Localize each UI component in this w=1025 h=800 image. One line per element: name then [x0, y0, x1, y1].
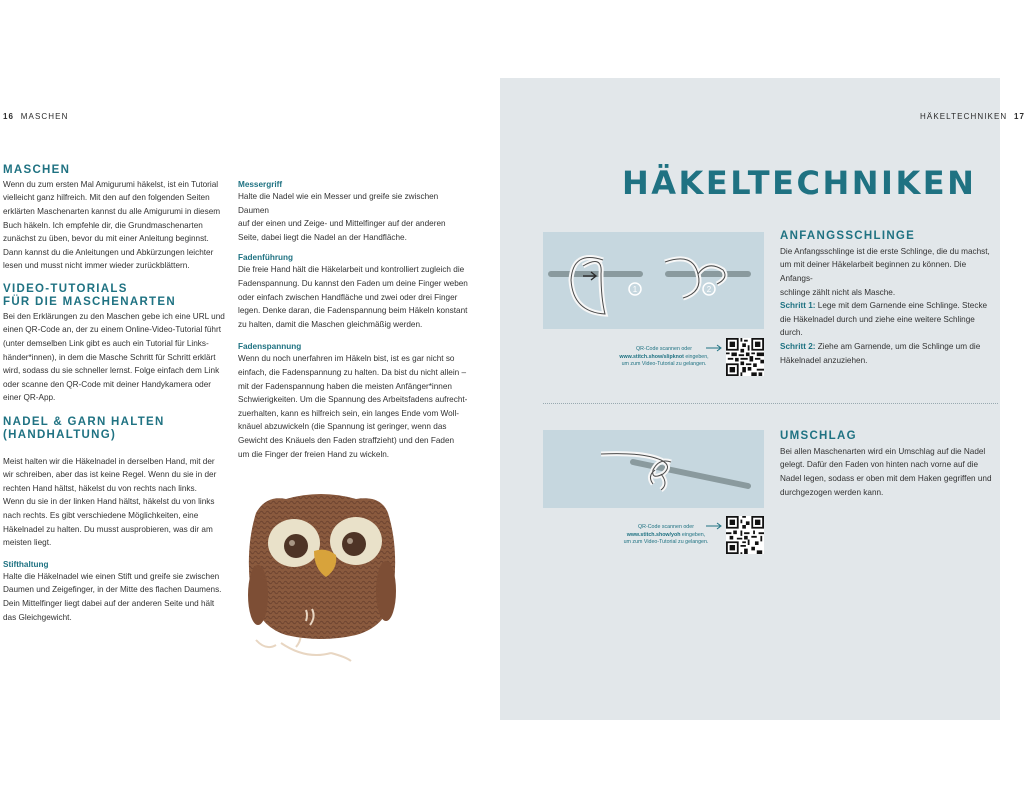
qr-code-slipknot-icon[interactable]	[726, 338, 764, 376]
text-line: meisten liegt.	[3, 538, 52, 548]
heading-line: VIDEO-TUTORIALS	[3, 283, 128, 296]
nadel-garn-heading	[3, 416, 231, 442]
messergriff-heading: Messergriff	[238, 180, 283, 189]
left-running-title: MASCHEN	[20, 112, 69, 121]
section-divider	[543, 403, 998, 404]
text-line: das Gleichgewicht.	[3, 612, 72, 622]
text-line: legen. Denke daran, die Fadenspannung beim Häkeln konstant	[238, 306, 468, 316]
stifthaltung-text	[3, 570, 231, 624]
qr-caption-suffix: eingeben,	[680, 531, 706, 538]
qr-url-slipknot[interactable]: www.stitch.show/slipknot	[619, 353, 684, 360]
step-2-label: Schritt 2:	[780, 342, 816, 352]
yarn-over-drawing	[543, 430, 764, 508]
text-line: um mit deiner Häkelarbeit beginnen zu können. Die Anfangs-	[780, 260, 967, 284]
step-1-text: Lege mit dem Garnende eine Schlinge. Stecke	[815, 301, 988, 311]
text-line: Die Anfangsschlinge ist die erste Schlinge, die du machst,	[780, 246, 990, 256]
text-line: Buch häkeln. Ich empfehle dir, die Grundmaschenarten	[3, 220, 203, 230]
heading-line: (HANDHALTUNG)	[3, 428, 117, 441]
slipknot-steps-drawing	[543, 232, 764, 329]
qr-caption-slipknot	[612, 346, 716, 369]
qr-caption-line	[614, 532, 718, 540]
step-2-text: Ziehe am Garnende, um die Schlinge um die	[815, 342, 981, 352]
video-tutorials-heading	[3, 283, 231, 309]
anfangsschlinge-heading: ANFANGSSCHLINGE	[780, 230, 916, 242]
left-running-head	[3, 112, 68, 121]
text-line: wir schreiben, aber das ist keine Regel. Wenn du sie in der	[3, 470, 217, 480]
text-line: händer*innen), in dem die Masche Schritt für Schritt erklärt	[3, 352, 216, 362]
umschlag-heading: UMSCHLAG	[780, 430, 857, 442]
maschen-heading: MASCHEN	[3, 164, 71, 176]
fadenspannung-text	[238, 352, 470, 461]
text-line: oder einfach zwischen Handfläche und zwei oder drei Finger	[238, 292, 458, 302]
text-line: um die Finger der freien Hand zu wickeln.	[238, 449, 390, 459]
text-line: auf der einen und Zeige- und Mittelfinger auf der anderen	[238, 219, 446, 229]
qr-caption-line: QR-Code scannen oder	[636, 346, 692, 352]
step-1-label: Schritt 1:	[780, 301, 816, 311]
text-line: erklärten Maschenarten kannst du alle Amigurumi in diesem	[3, 207, 221, 217]
qr-caption-line	[612, 354, 716, 362]
text-line: Die freie Hand hält die Häkelarbeit und kontrolliert zugleich die	[238, 265, 465, 275]
right-running-head	[920, 112, 1025, 121]
qr-code-yoh-icon[interactable]	[726, 516, 764, 554]
text-line: vielleicht ganz hilfreich. Mit den auf den folgenden Seiten	[3, 193, 210, 203]
text-line: nach rechts. Es gibt verschiedene Möglichkeiten, eine	[3, 511, 199, 521]
crochet-owl-image	[236, 485, 406, 665]
left-column-1	[3, 164, 231, 624]
left-page-number: 16	[3, 112, 15, 121]
text-line: Häkelnadel zu halten. Du musst ausprobieren, was dir am	[3, 524, 213, 534]
text-line: schlinge zählt nicht als Masche.	[780, 287, 896, 297]
text-line: Bei den Erklärungen zu den Maschen gebe ich eine URL und	[3, 311, 225, 321]
text-line: Dein Mittelfinger liegt dabei auf der anderen Seite und hält	[3, 599, 215, 609]
fadenspannung-heading: Fadenspannung	[238, 342, 302, 352]
right-page-number: 17	[1013, 112, 1025, 121]
text-line: mit der Fadenspannung haben die meisten Anfänger*innen	[238, 381, 452, 391]
text-line: Wenn du zum ersten Mal Amigurumi häkelst, ist ein Tutorial	[3, 179, 219, 189]
text-line: knäuel abzuwickeln (die Spannung ist geringer, wenn das	[238, 422, 447, 432]
nadel-garn-text	[3, 455, 231, 550]
text-line: durchgezogen werden kann.	[780, 487, 884, 497]
heading-line: NADEL & GARN HALTEN	[3, 415, 165, 428]
umschlag-text	[780, 445, 998, 499]
fadenfuehrung-text	[238, 263, 470, 331]
anfangsschlinge-illustration	[543, 232, 764, 329]
text-line: einfach, die Fadenspannung zu halten. Da bist du nicht allein –	[238, 367, 467, 377]
right-running-title: HÄKELTECHNIKEN	[920, 112, 1008, 121]
text-line: rechten Hand hältst, häkelst du von rechts nach links.	[3, 483, 197, 493]
text-line: gelegt. Dafür den Faden von hinten nach vorne auf die	[780, 460, 979, 470]
umschlag-section	[780, 430, 998, 499]
step-badge-2-label: 2	[706, 285, 712, 294]
text-line: lesen und musst nicht immer wieder zurückblättern.	[3, 261, 190, 271]
qr-caption-line: QR-Code scannen oder	[638, 524, 694, 530]
text-line: Bei allen Maschenarten wird ein Umschlag auf die Nadel	[780, 446, 986, 456]
anfangsschlinge-text	[780, 245, 998, 367]
text-line: die Häkelnadel durch und ziehe eine weitere Schlinge durch.	[780, 314, 975, 338]
text-line: zuerhalten, kann es hilfreich sein, ein langes Ende vom Woll-	[238, 408, 460, 418]
text-line: (unter demselben Link gibt es auch ein Tutorial für Links-	[3, 338, 209, 348]
page-title: HÄKELTECHNIKEN	[622, 164, 977, 202]
qr-caption-line: um zum Video-Tutorial zu gelangen.	[623, 539, 709, 546]
text-line: einen QR-Code an, der zu einem Online-Video-Tutorial führt	[3, 325, 221, 335]
text-line: Halte die Nadel wie ein Messer und greife sie zwischen Daumen	[238, 192, 439, 215]
heading-line: FÜR DIE MASCHENARTEN	[3, 295, 176, 308]
text-line: Seite, dabei liegt die Nadel an der Handfläche.	[238, 232, 407, 242]
qr-caption-yoh	[614, 524, 718, 547]
text-line: Häkelnadel anzuziehen.	[780, 355, 868, 365]
maschen-text	[3, 178, 231, 273]
qr-url-yoh[interactable]: www.stitch.show/yoh	[626, 531, 681, 538]
text-line: Schwierigkeiten. Um die Spannung des Arbeitsfadens aufrecht-	[238, 395, 468, 405]
umschlag-illustration	[543, 430, 764, 508]
qr-caption-line: um zum Video-Tutorial zu gelangen.	[621, 361, 707, 368]
arrow-right-icon	[705, 522, 723, 530]
anfangsschlinge-section	[780, 230, 998, 367]
text-line: wird, sodass du sie schneller lernst. Folge einfach dem Link	[3, 366, 220, 376]
text-line: Dann kannst du die Anleitungen und Abkürzungen leichter	[3, 247, 214, 257]
step-1-line	[780, 299, 998, 313]
qr-caption-suffix: eingeben,	[683, 353, 709, 360]
step-badge-1-label: 1	[632, 285, 638, 294]
text-line: einer QR-App.	[3, 393, 56, 403]
left-column-2	[238, 180, 470, 461]
text-line: Meist halten wir die Häkelnadel in derselben Hand, mit der	[3, 456, 215, 466]
fadenfuehrung-heading: Fadenführung	[238, 253, 294, 263]
text-line: Daumen und Zeigefinger, in der Mitte des flachen Daumens.	[3, 585, 222, 595]
text-line: Nadel legen, sodass er oben mit dem Haken gegriffen und	[780, 474, 992, 484]
text-line: Halte die Häkelnadel wie einen Stift und greife sie zwischen	[3, 571, 220, 581]
text-line: zu halten, damit die Maschen gleichmäßig werden.	[238, 319, 423, 329]
text-line: Wenn du noch unerfahren im Häkeln bist, ist es gar nicht so	[238, 354, 455, 364]
text-line: Wenn du sie in der linken Hand hältst, häkelst du von links	[3, 497, 215, 507]
text-line: oder scanne den QR-Code mit deiner Handykamera oder	[3, 379, 211, 389]
arrow-right-icon	[705, 344, 723, 352]
text-line: zunächst zu üben, bevor du mit einer Anleitung beginnst.	[3, 234, 209, 244]
video-tutorials-text	[3, 310, 231, 405]
text-line: Fadenspannung. Du kannst den Faden um deine Finger weben	[238, 278, 468, 288]
stifthaltung-heading: Stifthaltung	[3, 559, 49, 569]
step-2-line	[780, 340, 998, 354]
text-line: Gewicht des Knäuels den Faden straffzieht) und den Faden	[238, 435, 455, 445]
messergriff-text	[238, 190, 470, 244]
